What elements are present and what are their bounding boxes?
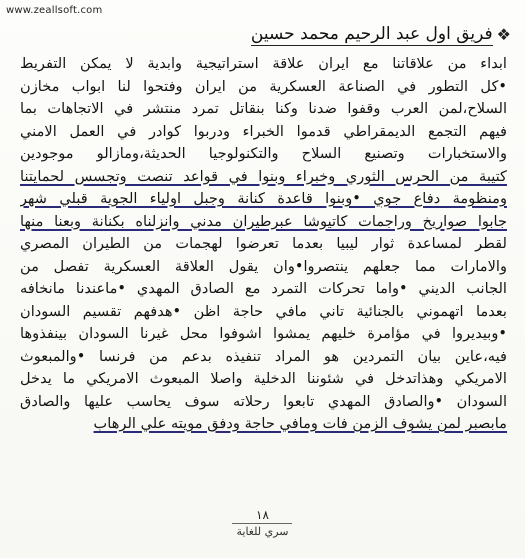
- text-line-4: فيهم التجمع الديمقراطي قدموا الخبراء ودربوا كوادر في العمل الامني: [20, 122, 507, 140]
- text-line-9: لقطر لمساعدة ثوار ليبيا بعدما تعرضوا لهجمات من الطيران المصري: [20, 235, 507, 252]
- text-line-11: الجانب الديني •واما تحركات التمرد مع الصادق المهدي •ماعندنا مانخافه: [20, 280, 507, 297]
- text-line-6-underlined: كتيبة من الحرس الثوري وخبراء وبنوا في قواعد تنصت وتجسس لحمايتنا: [20, 167, 507, 185]
- text-line-8-underlined: جابوا صواريخ وراجمات كاتيوشا عبرطيران مدني وانزلناه بكنانة وبعنا منها: [20, 212, 507, 230]
- text-line-12: بعدما اتهموني بالجنائية تاني مافي حاجة اظن •هدفهم تقسيم السودان: [20, 302, 507, 320]
- text-line-5: والاستخبارات وتصنيع السلاح والتكنولوجيا الحديثة،ومازالو موجودين: [20, 145, 507, 162]
- footer-classification: سري للغاية: [236, 525, 289, 538]
- text-line-1: ابداء من علاقاتنا مع ايران علاقة استراتيجية وابدية لا يمكن التفريط: [20, 55, 507, 72]
- text-line-15: الامريكي وهذاتدخل في شئوننا الدخلية واصلا المبعوث الامريكي ما يدخل: [20, 370, 507, 387]
- text-line-17-underlined: مابصبر لمن يشوف الزمن فات ومافي حاجة ودفق مويته علي الرهاب: [93, 415, 507, 432]
- footer-divider: [232, 523, 292, 524]
- text-line-2: •كل التطور في الصناعة العسكرية من ايران وفتحوا لنا ابواب مخازن: [20, 77, 507, 95]
- title-block: [251, 24, 511, 46]
- four-diamond-bullet-icon: ❖: [496, 25, 511, 45]
- text-line-16: السودان •والصادق المهدي تابعوا رحلاته سوف يحاسب عليها والصادق: [20, 392, 507, 410]
- page-title: فريق اول عبد الرحيم محمد حسين: [251, 24, 493, 46]
- text-line-10: والامارات مما جعلهم ينتصروا•وان يقول العلاقة العسكرية تفصل من: [20, 257, 507, 275]
- text-line-13: •وبيديروا في مؤامرة خليهم يمشوا اشوفوا محل غيرنا السودان بينفذوها: [20, 325, 507, 342]
- text-line-3: السلاح،لمن العرب وقفوا ضدنا وكنا بنقاتل تمرد منتشر في الاتجاهات بما: [20, 100, 507, 117]
- text-line-7-underlined: ومنظومة دفاع جوي •وبنوا قاعدة كنانة وجبل اولياء الجوية قبلي شهر: [20, 190, 507, 207]
- body-text: [20, 53, 507, 436]
- watermark: www.zeallsoft.com: [6, 5, 103, 16]
- page-number: ١٨: [256, 508, 269, 522]
- text-line-14: فيه،عاين بيان التمردين هو المراد تنفيذه بدعم من فرنسا •والمبعوث: [20, 347, 507, 365]
